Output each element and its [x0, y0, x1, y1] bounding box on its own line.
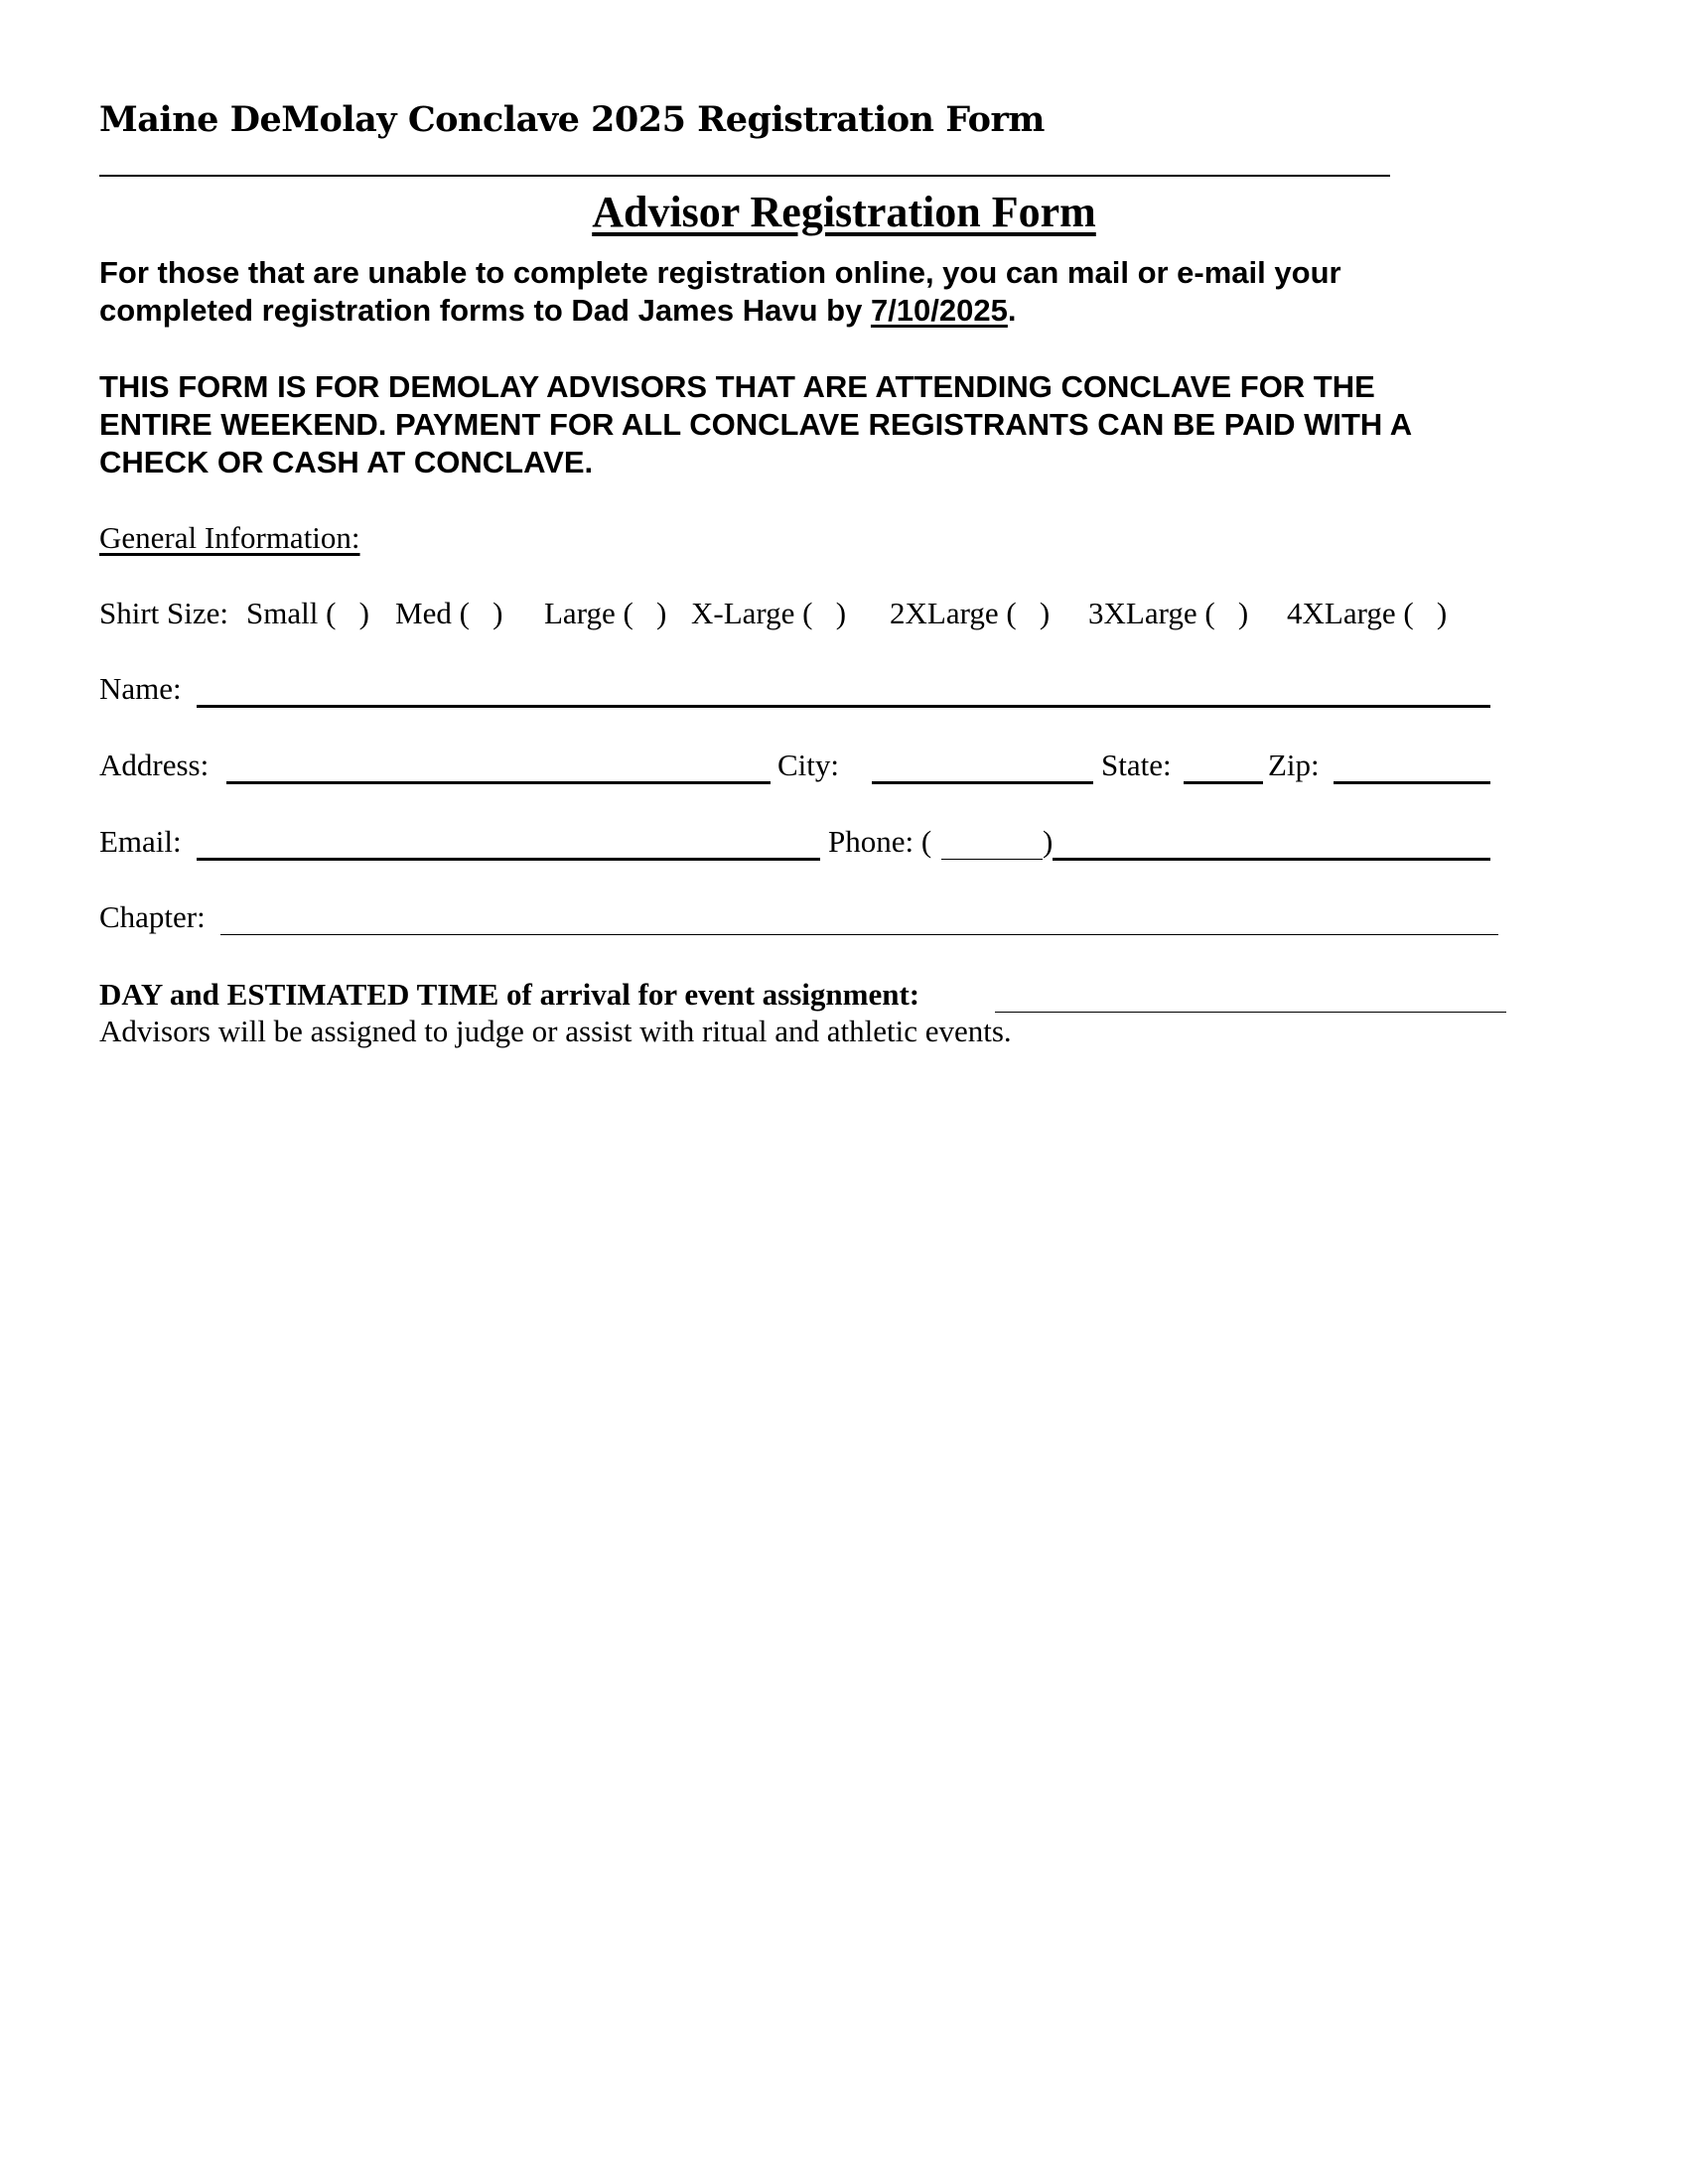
notice-line-2: ENTIRE WEEKEND. PAYMENT FOR ALL CONCLAVE REGISTRANTS CAN BE PAID WITH A [99, 407, 1413, 442]
state-label: State: [1101, 748, 1172, 782]
name-label: Name: [99, 671, 182, 706]
email-field[interactable] [197, 858, 820, 861]
shirt-option-med[interactable]: Med ( ) [395, 596, 503, 630]
header-divider [99, 175, 1390, 177]
name-field[interactable] [197, 705, 1490, 708]
zip-field[interactable] [1334, 781, 1490, 784]
shirt-option-small[interactable]: Small ( ) [246, 596, 369, 630]
chapter-label: Chapter: [99, 899, 206, 934]
general-information-heading: General Information: [99, 520, 360, 555]
arrival-field[interactable] [995, 1012, 1506, 1013]
document-header: Maine DeMolay Conclave 2025 Registration Form [99, 99, 1045, 140]
intro-line-2-end: . [1007, 293, 1017, 328]
shirt-option-large[interactable]: Large ( ) [544, 596, 667, 630]
name-row [99, 671, 1499, 711]
arrival-note: Advisors will be assigned to judge or assist with ritual and athletic events. [99, 1014, 1012, 1048]
shirt-option-3xlarge[interactable]: 3XLarge ( ) [1088, 596, 1249, 630]
form-title: Advisor Registration Form [592, 188, 1096, 236]
shirt-option-x-large[interactable]: X-Large ( ) [691, 596, 847, 630]
intro-line-2-text: completed registration forms to Dad James Havu by [99, 293, 871, 328]
phone-label: Phone: ( [828, 824, 932, 859]
city-field[interactable] [872, 781, 1093, 784]
deadline-date: 7/10/2025 [870, 293, 1008, 328]
notice-line-1: THIS FORM IS FOR DEMOLAY ADVISORS THAT ARE ATTENDING CONCLAVE FOR THE [99, 369, 1375, 404]
city-label: City: [777, 748, 840, 782]
email-label: Email: [99, 824, 182, 859]
notice-line-3: CHECK OR CASH AT CONCLAVE. [99, 445, 594, 479]
phone-number-field[interactable] [1053, 858, 1490, 861]
address-field[interactable] [226, 781, 771, 784]
shirt-option-4xlarge[interactable]: 4XLarge ( ) [1287, 596, 1448, 630]
email-phone-row [99, 824, 1499, 864]
phone-close-paren: ) [1043, 824, 1054, 859]
shirt-size-label: Shirt Size: [99, 596, 229, 630]
arrival-label: DAY and ESTIMATED TIME of arrival for event assignment: [99, 977, 920, 1012]
zip-label: Zip: [1268, 748, 1320, 782]
chapter-row [99, 899, 1509, 939]
address-label: Address: [99, 748, 210, 782]
intro-paragraph [99, 254, 1341, 330]
shirt-size-row [99, 596, 1489, 635]
address-row [99, 748, 1499, 787]
intro-line-1: For those that are unable to complete registration online, you can mail or e-mail your [99, 255, 1341, 290]
shirt-option-2xlarge[interactable]: 2XLarge ( ) [890, 596, 1051, 630]
intro-line-2 [99, 292, 1341, 330]
phone-area-code-field[interactable] [941, 859, 1043, 860]
notice-paragraph [99, 368, 1412, 481]
chapter-field[interactable] [220, 934, 1498, 935]
state-field[interactable] [1184, 781, 1263, 784]
